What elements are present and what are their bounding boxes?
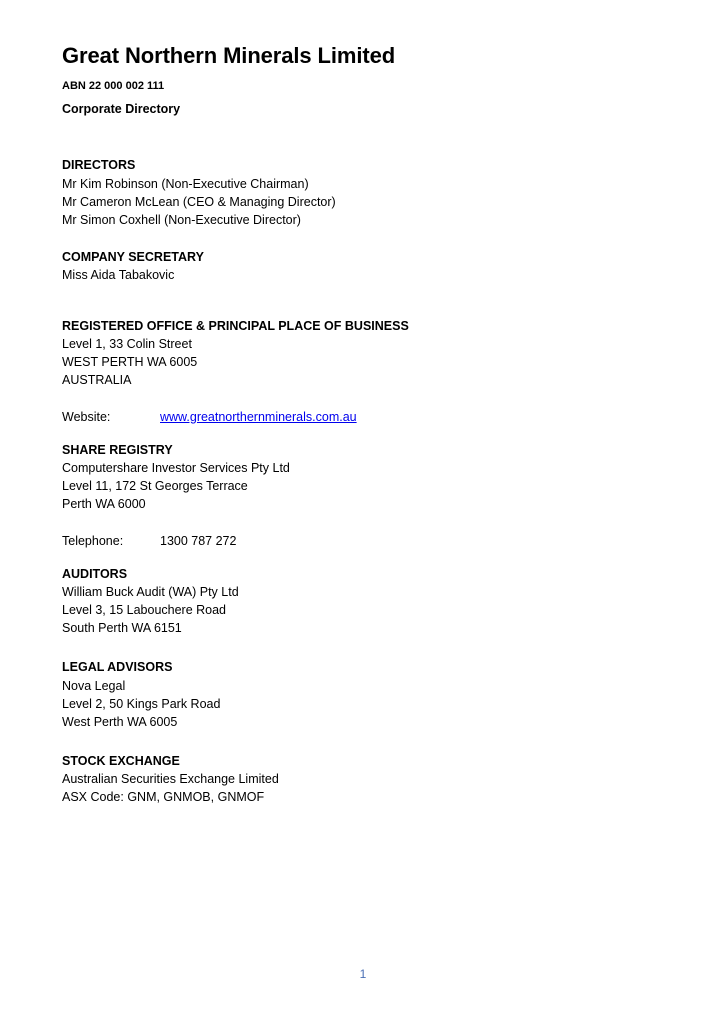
exchange-heading: STOCK EXCHANGE [62,754,180,768]
directors-heading: DIRECTORS [62,158,136,172]
office-line: WEST PERTH WA 6005 [62,355,198,369]
auditors-line: William Buck Audit (WA) Pty Ltd [62,585,239,599]
exchange-line: ASX Code: GNM, GNMOB, GNMOF [62,790,265,804]
abn-number: ABN 22 000 002 111 [62,80,165,92]
website-label: Website: [62,410,111,424]
website-link[interactable]: www.greatnorthernminerals.com.au [160,410,357,424]
auditors-heading: AUDITORS [62,567,128,581]
office-line: AUSTRALIA [62,373,132,387]
auditors-line: Level 3, 15 Labouchere Road [62,603,227,617]
director-line: Mr Cameron McLean (CEO & Managing Director) [62,195,336,209]
secretary-heading: COMPANY SECRETARY [62,250,204,264]
document-subtitle: Corporate Directory [62,102,181,116]
office-heading: REGISTERED OFFICE & PRINCIPAL PLACE OF BUSINESS [62,319,409,333]
registry-line: Level 11, 172 St Georges Terrace [62,479,248,493]
legal-line: Nova Legal [62,679,126,693]
page-number: 1 [359,967,367,981]
director-line: Mr Kim Robinson (Non-Executive Chairman) [62,177,309,191]
auditors-line: South Perth WA 6151 [62,621,182,635]
legal-line: Level 2, 50 Kings Park Road [62,697,221,711]
exchange-line: Australian Securities Exchange Limited [62,772,279,786]
legal-heading: LEGAL ADVISORS [62,660,173,674]
registry-heading: SHARE REGISTRY [62,443,173,457]
secretary-line: Miss Aida Tabakovic [62,268,175,282]
legal-line: West Perth WA 6005 [62,715,178,729]
document-title: Great Northern Minerals Limited [62,43,396,68]
registry-line: Perth WA 6000 [62,497,146,511]
registry-line: Computershare Investor Services Pty Ltd [62,461,290,475]
telephone-value: 1300 787 272 [160,534,237,548]
telephone-label: Telephone: [62,534,124,548]
director-line: Mr Simon Coxhell (Non-Executive Director) [62,213,301,227]
office-line: Level 1, 33 Colin Street [62,337,192,351]
